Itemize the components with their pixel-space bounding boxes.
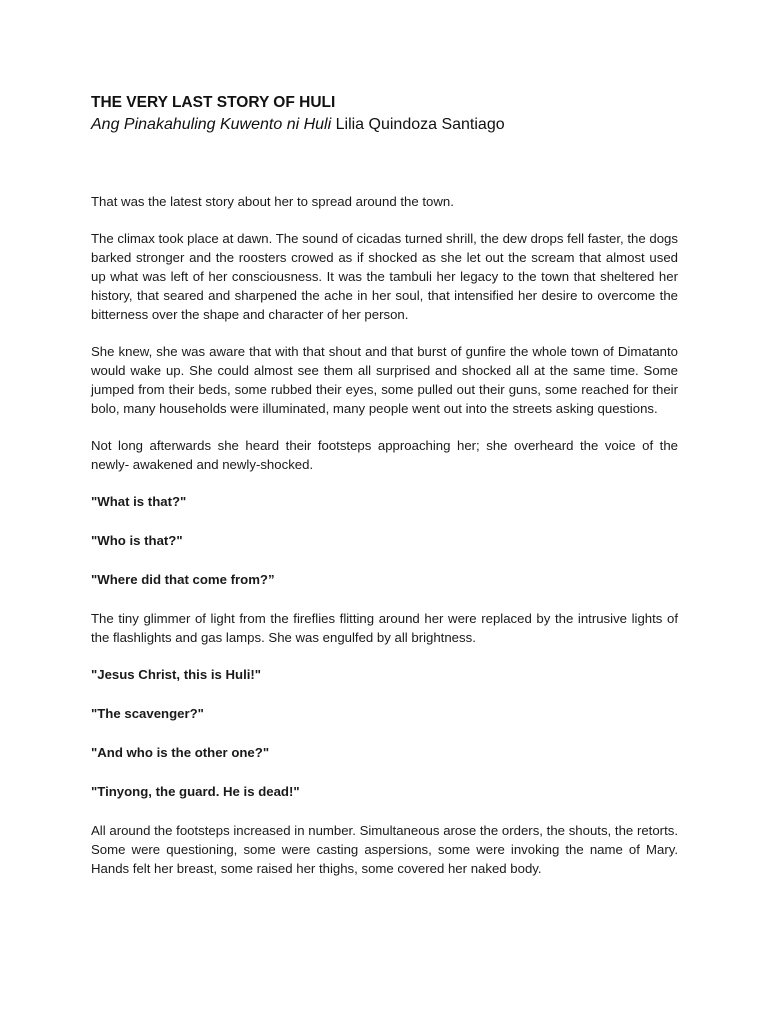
author-name: Lilia Quindoza Santiago — [335, 116, 505, 133]
dialogue-line: "The scavenger?" — [91, 706, 204, 721]
dialogue-line: "And who is the other one?" — [91, 745, 270, 760]
document-page — [91, 93, 678, 896]
dialogue-line: "What is that?" — [91, 494, 187, 509]
dialogue-line: "Tinyong, the guard. He is dead!" — [91, 784, 300, 799]
story-body — [91, 192, 678, 878]
paragraph: All around the footsteps increased in number. Simultaneous arose the orders, the shouts, the retorts. Some were questioning, some were casting aspersions, some were invoking the name of Mary. Hands felt her breast, some raised her thighs, some covered her naked body. — [91, 823, 678, 876]
dialogue-line: "Who is that?" — [91, 533, 183, 548]
paragraph: Not long afterwards she heard their footsteps approaching her; she overheard the voice of the newly- awakened and newly-shocked. — [91, 438, 678, 472]
dialogue-line: "Jesus Christ, this is Huli!" — [91, 667, 262, 682]
paragraph: That was the latest story about her to spread around the town. — [91, 194, 454, 209]
filipino-title: Ang Pinakahuling Kuwento ni Huli — [91, 116, 332, 133]
story-subtitle — [91, 114, 678, 136]
story-title: THE VERY LAST STORY OF HULI — [91, 94, 336, 111]
dialogue-line: "Where did that come from?” — [91, 572, 275, 587]
paragraph: The tiny glimmer of light from the fireflies flitting around her were replaced by the intrusive lights of the flashlights and gas lamps. She was engulfed by all brightness. — [91, 611, 678, 645]
paragraph: The climax took place at dawn. The sound of cicadas turned shrill, the dew drops fell faster, the dogs barked stronger and the roosters crowed as if shocked as she let out the scream that almost used up what was left of her consciousness. It was the tambuli her legacy to the town that sheltered her history, that seared and sharpened the ache in her soul, that intensified her desire to overcome the bitterness over the shape and character of her person. — [91, 231, 678, 322]
paragraph: She knew, she was aware that with that shout and that burst of gunfire the whole town of Dimatanto would wake up. She could almost see them all surprised and shocked all at the same time. Some jumped from their beds, some rubbed their eyes, some pulled out their guns, some reached for their bolo, many households were illuminated, many people went out into the streets asking questions. — [91, 344, 678, 416]
